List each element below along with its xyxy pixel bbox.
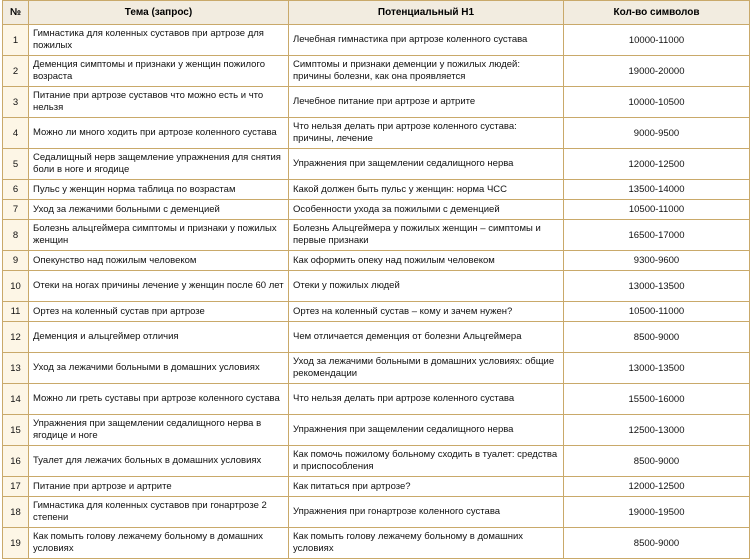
cell-h1[interactable]: Что нельзя делать при артрозе коленного сустава <box>289 384 564 415</box>
cell-h1[interactable]: Симптомы и признаки деменции у пожилых людей: причины болезни, как она проявляется <box>289 56 564 87</box>
table-row[interactable] <box>3 384 750 415</box>
cell-h1[interactable]: Упражнения при защемлении седалищного нерва <box>289 149 564 180</box>
column-header-topic: Тема (запрос) <box>29 1 289 25</box>
cell-row-number[interactable]: 2 <box>3 56 29 87</box>
content-plan-table <box>2 0 750 559</box>
column-header-count: Кол-во символов <box>564 1 750 25</box>
column-header-number: № <box>3 1 29 25</box>
cell-row-number[interactable]: 15 <box>3 415 29 446</box>
table-row[interactable] <box>3 302 750 322</box>
cell-row-number[interactable]: 13 <box>3 353 29 384</box>
table-row[interactable] <box>3 56 750 87</box>
cell-char-count[interactable]: 10000-11000 <box>564 25 750 56</box>
table-body <box>3 25 750 559</box>
cell-h1[interactable]: Что нельзя делать при артрозе коленного сустава: причины, лечение <box>289 118 564 149</box>
cell-h1[interactable]: Как питаться при артрозе? <box>289 477 564 497</box>
cell-h1[interactable]: Особенности ухода за пожилыми с деменцией <box>289 200 564 220</box>
table-row[interactable] <box>3 200 750 220</box>
cell-topic[interactable]: Упражнения при защемлении седалищного нерва в ягодице и ноге <box>29 415 289 446</box>
cell-topic[interactable]: Можно ли греть суставы при артрозе коленного сустава <box>29 384 289 415</box>
cell-row-number[interactable]: 7 <box>3 200 29 220</box>
table-row[interactable] <box>3 322 750 353</box>
cell-char-count[interactable]: 12000-12500 <box>564 149 750 180</box>
cell-char-count[interactable]: 13000-13500 <box>564 353 750 384</box>
cell-char-count[interactable]: 8500-9000 <box>564 446 750 477</box>
cell-topic[interactable]: Отеки на ногах причины лечение у женщин после 60 лет <box>29 271 289 302</box>
cell-char-count[interactable]: 12000-12500 <box>564 477 750 497</box>
cell-row-number[interactable]: 8 <box>3 220 29 251</box>
cell-topic[interactable]: Уход за лежачими больными в домашних условиях <box>29 353 289 384</box>
cell-row-number[interactable]: 19 <box>3 528 29 559</box>
cell-char-count[interactable]: 15500-16000 <box>564 384 750 415</box>
cell-row-number[interactable]: 14 <box>3 384 29 415</box>
cell-h1[interactable]: Чем отличается деменция от болезни Альцгеймера <box>289 322 564 353</box>
table-row[interactable] <box>3 528 750 559</box>
table-row[interactable] <box>3 118 750 149</box>
table-row[interactable] <box>3 477 750 497</box>
cell-topic[interactable]: Пульс у женщин норма таблица по возрастам <box>29 180 289 200</box>
table-row[interactable] <box>3 87 750 118</box>
table-header-row <box>3 1 750 25</box>
cell-row-number[interactable]: 11 <box>3 302 29 322</box>
table-row[interactable] <box>3 497 750 528</box>
cell-h1[interactable]: Как помочь пожилому больному сходить в туалет: средства и приспособления <box>289 446 564 477</box>
cell-h1[interactable]: Упражнения при защемлении седалищного нерва <box>289 415 564 446</box>
column-header-h1: Потенциальный Н1 <box>289 1 564 25</box>
table-row[interactable] <box>3 149 750 180</box>
cell-h1[interactable]: Болезнь Альцгеймера у пожилых женщин – симптомы и первые признаки <box>289 220 564 251</box>
cell-h1[interactable]: Какой должен быть пульс у женщин: норма ЧСС <box>289 180 564 200</box>
cell-row-number[interactable]: 6 <box>3 180 29 200</box>
cell-char-count[interactable]: 13000-13500 <box>564 271 750 302</box>
cell-row-number[interactable]: 9 <box>3 251 29 271</box>
cell-h1[interactable]: Как оформить опеку над пожилым человеком <box>289 251 564 271</box>
cell-topic[interactable]: Гимнастика для коленных суставов при артрозе для пожилых <box>29 25 289 56</box>
cell-row-number[interactable]: 3 <box>3 87 29 118</box>
cell-row-number[interactable]: 10 <box>3 271 29 302</box>
cell-char-count[interactable]: 16500-17000 <box>564 220 750 251</box>
cell-topic[interactable]: Седалищный нерв защемление упражнения для снятия боли в ноге и ягодице <box>29 149 289 180</box>
cell-row-number[interactable]: 12 <box>3 322 29 353</box>
table-row[interactable] <box>3 25 750 56</box>
table-row[interactable] <box>3 220 750 251</box>
cell-topic[interactable]: Опекунство над пожилым человеком <box>29 251 289 271</box>
table-row[interactable] <box>3 353 750 384</box>
cell-topic[interactable]: Деменция и альцгеймер отличия <box>29 322 289 353</box>
table-row[interactable] <box>3 446 750 477</box>
table-row[interactable] <box>3 251 750 271</box>
cell-h1[interactable]: Лечебная гимнастика при артрозе коленного сустава <box>289 25 564 56</box>
cell-char-count[interactable]: 19000-20000 <box>564 56 750 87</box>
cell-h1[interactable]: Уход за лежачими больными в домашних условиях: общие рекомендации <box>289 353 564 384</box>
cell-topic[interactable]: Можно ли много ходить при артрозе коленного сустава <box>29 118 289 149</box>
cell-char-count[interactable]: 19000-19500 <box>564 497 750 528</box>
cell-char-count[interactable]: 10500-11000 <box>564 200 750 220</box>
cell-h1[interactable]: Отеки у пожилых людей <box>289 271 564 302</box>
cell-char-count[interactable]: 12500-13000 <box>564 415 750 446</box>
cell-row-number[interactable]: 1 <box>3 25 29 56</box>
cell-topic[interactable]: Болезнь альцгеймера симптомы и признаки у пожилых женщин <box>29 220 289 251</box>
cell-char-count[interactable]: 10500-11000 <box>564 302 750 322</box>
table-row[interactable] <box>3 180 750 200</box>
cell-char-count[interactable]: 13500-14000 <box>564 180 750 200</box>
table-row[interactable] <box>3 415 750 446</box>
cell-h1[interactable]: Упражнения при гонартрозе коленного сустава <box>289 497 564 528</box>
cell-char-count[interactable]: 8500-9000 <box>564 528 750 559</box>
cell-h1[interactable]: Как помыть голову лежачему больному в домашних условиях <box>289 528 564 559</box>
cell-topic[interactable]: Туалет для лежачих больных в домашних условиях <box>29 446 289 477</box>
cell-row-number[interactable]: 18 <box>3 497 29 528</box>
cell-topic[interactable]: Ортез на коленный сустав при артрозе <box>29 302 289 322</box>
cell-row-number[interactable]: 5 <box>3 149 29 180</box>
cell-h1[interactable]: Лечебное питание при артрозе и артрите <box>289 87 564 118</box>
cell-topic[interactable]: Гимнастика для коленных суставов при гонартрозе 2 степени <box>29 497 289 528</box>
cell-row-number[interactable]: 17 <box>3 477 29 497</box>
cell-row-number[interactable]: 16 <box>3 446 29 477</box>
cell-char-count[interactable]: 9000-9500 <box>564 118 750 149</box>
cell-char-count[interactable]: 9300-9600 <box>564 251 750 271</box>
cell-topic[interactable]: Питание при артрозе и артрите <box>29 477 289 497</box>
cell-topic[interactable]: Уход за лежачими больными с деменцией <box>29 200 289 220</box>
cell-row-number[interactable]: 4 <box>3 118 29 149</box>
table-row[interactable] <box>3 271 750 302</box>
cell-char-count[interactable]: 8500-9000 <box>564 322 750 353</box>
cell-topic[interactable]: Питание при артрозе суставов что можно есть и что нельзя <box>29 87 289 118</box>
cell-topic[interactable]: Как помыть голову лежачему больному в домашних условиях <box>29 528 289 559</box>
cell-topic[interactable]: Деменция симптомы и признаки у женщин пожилого возраста <box>29 56 289 87</box>
cell-char-count[interactable]: 10000-10500 <box>564 87 750 118</box>
cell-h1[interactable]: Ортез на коленный сустав – кому и зачем нужен? <box>289 302 564 322</box>
